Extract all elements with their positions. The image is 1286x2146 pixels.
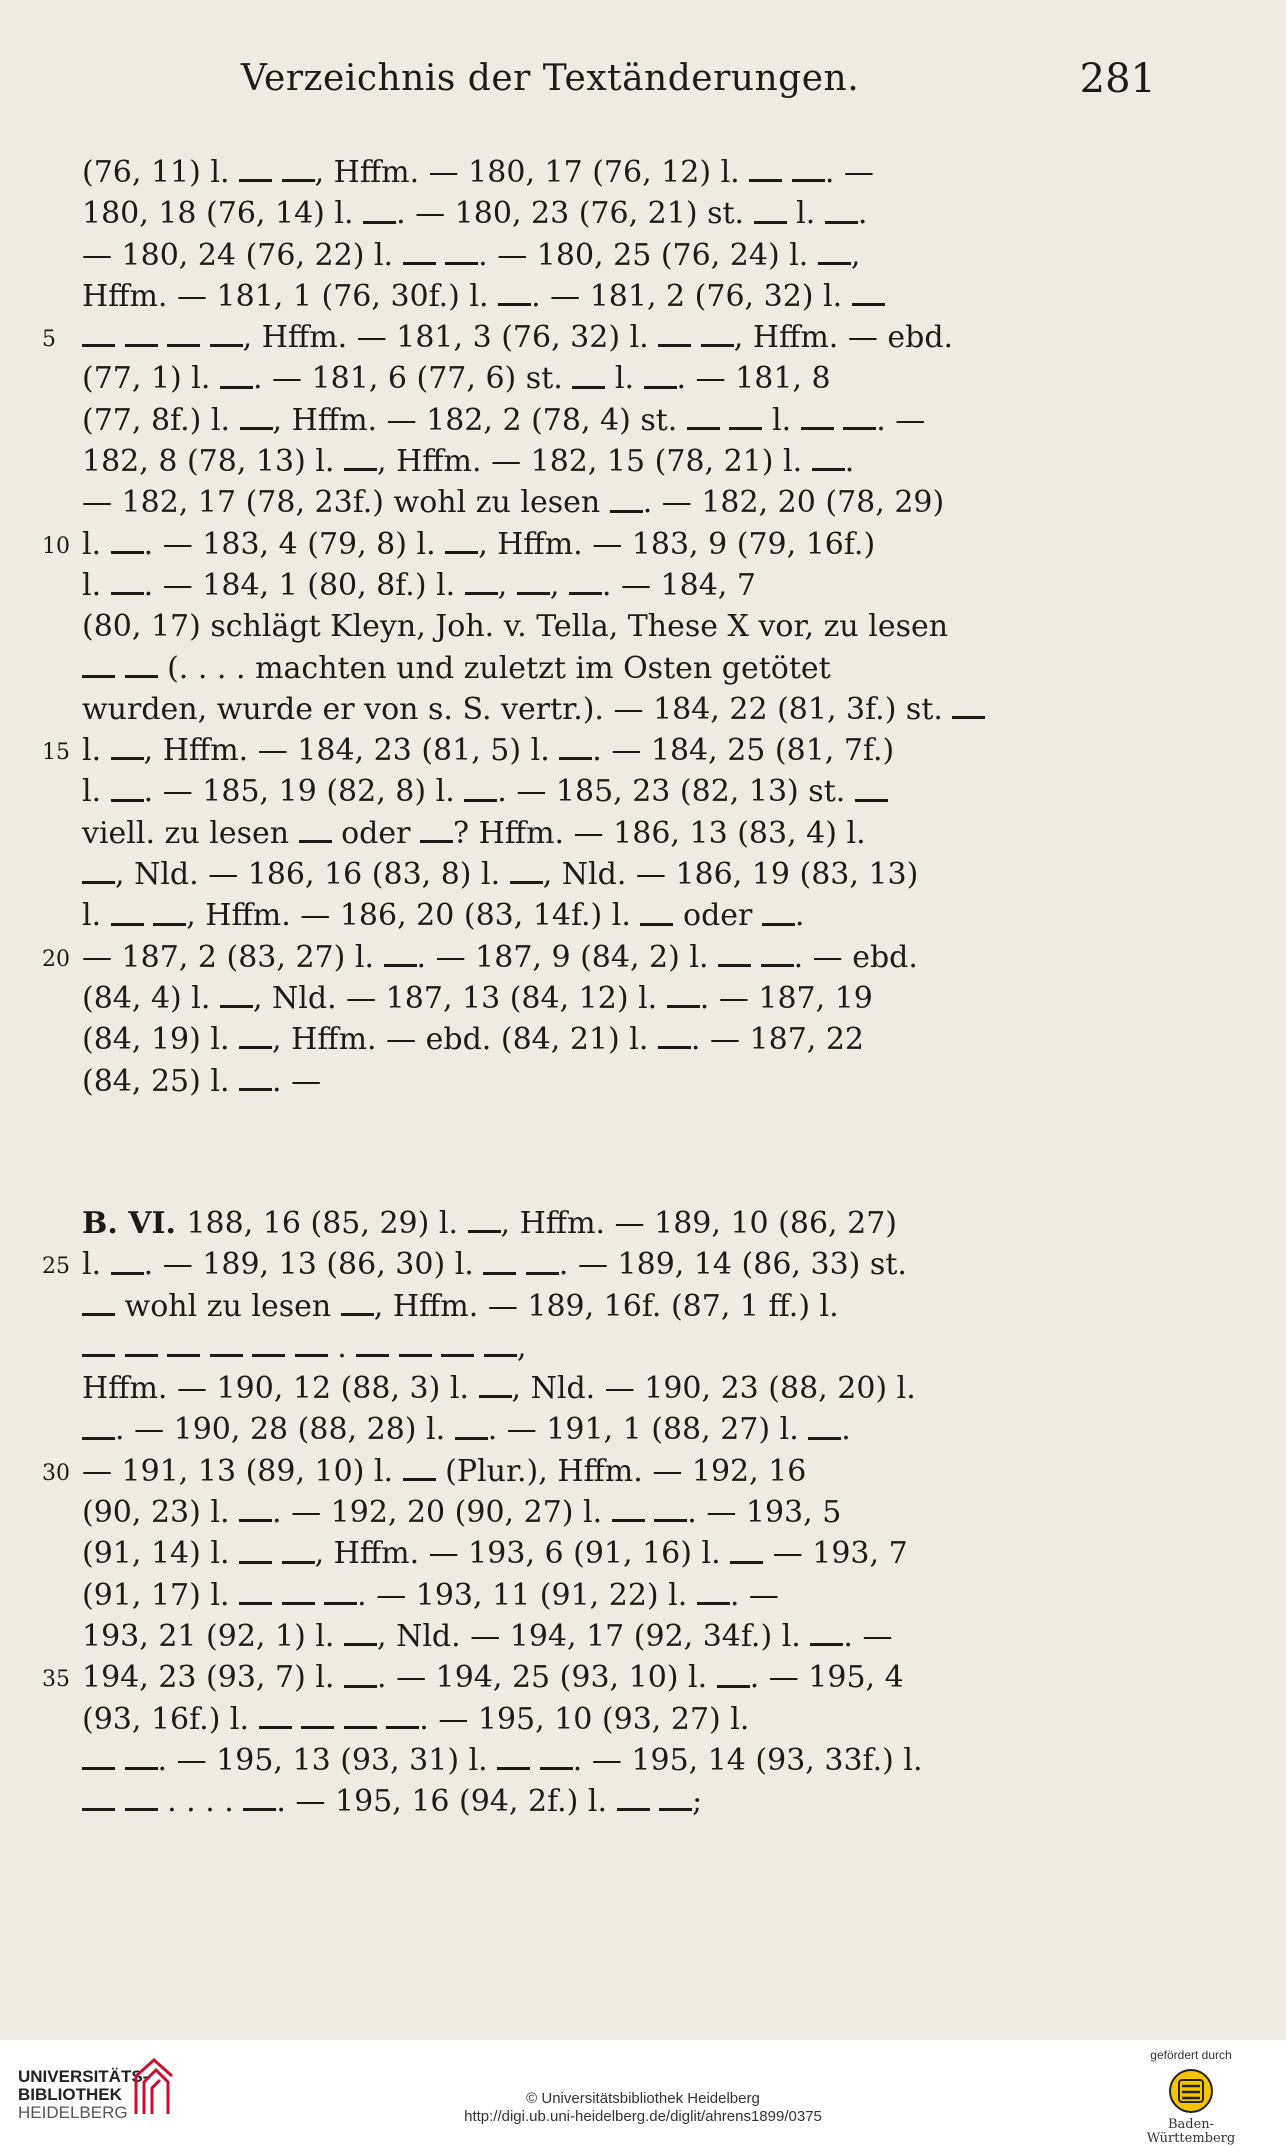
syriac-word	[464, 785, 497, 802]
line-text: l. . — 183, 4 (79, 8) l. , Hffm. — 183, 9 (79, 16f.)	[82, 526, 876, 562]
syriac-word	[510, 868, 543, 885]
sponsor-block	[1126, 2048, 1256, 2146]
copyright-notice	[0, 2090, 1286, 2126]
library-logo-line-2: BIBLIOTHEK	[18, 2085, 122, 2104]
line-text: l. , Hffm. — 186, 20 (83, 14f.) l. oder .	[82, 898, 805, 934]
text-line	[82, 606, 1147, 647]
line-text: wohl zu lesen , Hffm. — 189, 16f. (87, 1 ff.) l.	[82, 1289, 839, 1324]
line-text: (90, 23) l. . — 192, 20 (90, 27) l. . — 193, 5	[82, 1495, 842, 1531]
line-text: 188, 16 (85, 29) l. , Hffm. — 189, 10 (86, 27)	[186, 1206, 898, 1241]
text-line	[82, 1409, 1147, 1450]
line-text: (93, 16f.) l. . — 195, 10 (93, 27) l.	[82, 1701, 750, 1737]
syriac-word	[730, 1547, 763, 1564]
syriac-word	[654, 1506, 687, 1523]
text-line	[42, 1244, 1147, 1285]
text-line	[82, 1061, 1147, 1102]
line-text: l. . — 185, 19 (82, 8) l. . — 185, 23 (82, 13) st.	[82, 774, 888, 809]
line-text: , Nld. — 186, 16 (83, 8) l. , Nld. — 186, 19 (83, 13)	[82, 857, 918, 892]
text-line	[82, 1368, 1147, 1409]
text-line	[42, 524, 1147, 565]
syriac-word	[640, 909, 673, 926]
syriac-word	[465, 579, 498, 596]
syriac-word	[825, 207, 858, 224]
syriac-word	[344, 1671, 377, 1688]
text-line	[82, 978, 1147, 1019]
text-line	[42, 937, 1147, 978]
syriac-word	[125, 1341, 158, 1358]
line-text: . . . . . — 195, 16 (94, 2f.) l. ;	[82, 1784, 702, 1819]
syriac-word	[952, 703, 985, 720]
line-text: . — 190, 28 (88, 28) l. . — 191, 1 (88, 27) l. .	[82, 1412, 851, 1447]
syriac-word	[572, 372, 605, 389]
text-line	[42, 317, 1147, 358]
syriac-word	[363, 207, 396, 224]
text-line	[82, 1019, 1147, 1060]
line-text: — 191, 13 (89, 10) l. (Plur.), Hffm. — 192, 16	[82, 1453, 807, 1489]
syriac-word	[82, 1795, 115, 1812]
line-text: wurden, wurde er von s. S. vertr.). — 184, 22 (81, 3f.) st.	[82, 692, 985, 727]
syriac-word	[810, 1630, 843, 1647]
syriac-word	[239, 1074, 272, 1091]
syriac-word	[167, 331, 200, 348]
text-line	[42, 1657, 1147, 1698]
syriac-word	[687, 414, 720, 431]
text-line	[82, 1533, 1147, 1574]
syriac-word	[701, 331, 734, 348]
section-heading: B. VI.	[82, 1206, 187, 1241]
syriac-word	[559, 744, 592, 761]
text-line	[82, 895, 1147, 936]
text-line	[42, 730, 1147, 771]
syriac-word	[468, 1217, 501, 1234]
syriac-word	[82, 1341, 115, 1358]
text-line	[82, 276, 1147, 317]
syriac-word	[153, 909, 186, 926]
syriac-word	[111, 1258, 144, 1275]
text-line	[82, 1699, 1147, 1740]
line-text: (84, 25) l. . —	[82, 1063, 322, 1099]
syriac-word	[344, 455, 377, 472]
syriac-word	[82, 868, 115, 885]
text-line	[82, 441, 1147, 482]
text-line	[82, 482, 1147, 523]
library-logo-line-3: HEIDELBERG	[18, 2103, 128, 2122]
syriac-word	[344, 1630, 377, 1647]
syriac-word	[644, 372, 677, 389]
syriac-word	[526, 1258, 559, 1275]
corrections-list-part-2	[42, 1203, 1147, 1822]
line-text: (76, 11) l. , Hffm. — 180, 17 (76, 12) l. . —	[82, 155, 874, 190]
text-line	[82, 235, 1147, 276]
syriac-word	[125, 661, 158, 678]
syriac-word	[82, 1423, 115, 1440]
text-line	[82, 1740, 1147, 1781]
syriac-word	[667, 992, 700, 1009]
syriac-word	[808, 1423, 841, 1440]
syriac-word	[818, 248, 851, 265]
syriac-word	[239, 1547, 272, 1564]
permalink-url[interactable]: http://digi.ub.uni-heidelberg.de/diglit/ahrens1899/0375	[464, 2108, 822, 2125]
line-number: 35	[42, 1667, 70, 1693]
syriac-word	[301, 1712, 334, 1729]
line-number: 15	[42, 740, 70, 766]
line-text: l. . — 184, 1 (80, 8f.) l. , , . — 184, 7	[82, 567, 756, 603]
text-line	[82, 813, 1147, 854]
syriac-word	[259, 1712, 292, 1729]
syriac-word	[659, 1795, 692, 1812]
syriac-word	[852, 290, 885, 307]
syriac-word	[812, 455, 845, 472]
state-crest-icon	[1168, 2068, 1214, 2114]
syriac-word	[484, 1341, 517, 1358]
line-number: 30	[42, 1460, 70, 1486]
line-text: (77, 1) l. . — 181, 6 (77, 6) st. l. . — 181, 8	[82, 361, 831, 397]
syriac-word	[498, 290, 531, 307]
library-logo-line-1: UNIVERSITÄTS-	[18, 2067, 149, 2086]
digitization-footer	[0, 2040, 1286, 2146]
syriac-word	[125, 331, 158, 348]
syriac-word	[517, 579, 550, 596]
syriac-word	[210, 1341, 243, 1358]
line-text: 194, 23 (93, 7) l. . — 194, 25 (93, 10) l. . — 195, 4	[82, 1660, 904, 1696]
syriac-word	[125, 1754, 158, 1771]
text-line	[82, 1286, 1147, 1327]
syriac-word	[282, 1588, 315, 1605]
syriac-word	[569, 579, 602, 596]
line-text: — 180, 24 (76, 22) l. . — 180, 25 (76, 24) l. ,	[82, 237, 861, 273]
syriac-word	[111, 579, 144, 596]
syriac-word	[399, 1341, 432, 1358]
text-line	[82, 1616, 1147, 1657]
syriac-word	[295, 1341, 328, 1358]
line-text: Hffm. — 190, 12 (88, 3) l. , Nld. — 190, 23 (88, 20) l.	[82, 1371, 916, 1407]
syriac-word	[754, 207, 787, 224]
text-line	[42, 1451, 1147, 1492]
syriac-word	[612, 1506, 645, 1523]
line-text: l. , Hffm. — 184, 23 (81, 5) l. . — 184, 25 (81, 7f.)	[82, 733, 895, 769]
syriac-word	[855, 785, 888, 802]
line-text: (91, 14) l. , Hffm. — 193, 6 (91, 16) l. — 193, 7	[82, 1536, 908, 1572]
syriac-word	[239, 166, 272, 183]
sponsor-name: Baden-Württemberg	[1146, 2117, 1236, 2146]
text-line	[82, 358, 1147, 399]
text-line	[82, 771, 1147, 812]
text-line	[82, 648, 1147, 689]
line-text: 182, 8 (78, 13) l. , Hffm. — 182, 15 (78, 21) l. .	[82, 444, 855, 480]
syriac-word	[111, 909, 144, 926]
syriac-word	[356, 1341, 389, 1358]
syriac-word	[697, 1588, 730, 1605]
line-text: , Hffm. — 181, 3 (76, 32) l. , Hffm. — ebd.	[82, 320, 953, 355]
syriac-word	[324, 1588, 357, 1605]
line-text: Hffm. — 181, 1 (76, 30f.) l. . — 181, 2 (76, 32) l.	[82, 279, 885, 314]
syriac-word	[341, 1299, 374, 1316]
text-line	[82, 1781, 1147, 1822]
syriac-word	[344, 1712, 377, 1729]
syriac-word	[617, 1795, 650, 1812]
line-text: (80, 17) schlägt Kleyn, Joh. v. Tella, These X vor, zu lesen	[82, 609, 949, 645]
line-text: 180, 18 (76, 14) l. . — 180, 23 (76, 21) st. l. .	[82, 196, 868, 232]
syriac-word	[167, 1341, 200, 1358]
syriac-word	[445, 537, 478, 554]
syriac-word	[82, 331, 115, 348]
line-text: viell. zu lesen oder ? Hffm. — 186, 13 (83, 4) l.	[82, 815, 866, 851]
line-number: 5	[42, 327, 56, 353]
syriac-word	[111, 537, 144, 554]
syriac-word	[386, 1712, 419, 1729]
syriac-word	[729, 414, 762, 431]
text-line	[82, 193, 1147, 234]
syriac-word	[82, 1299, 115, 1316]
syriac-word	[483, 1258, 516, 1275]
line-number: 25	[42, 1254, 70, 1280]
syriac-word	[403, 1465, 436, 1482]
line-text: 193, 21 (92, 1) l. , Nld. — 194, 17 (92, 34f.) l. . —	[82, 1618, 893, 1654]
syriac-word	[717, 1671, 750, 1688]
text-line	[82, 1492, 1147, 1533]
line-text: — 187, 2 (83, 27) l. . — 187, 9 (84, 2) l. . — ebd.	[82, 939, 918, 975]
line-text: . ,	[82, 1330, 527, 1365]
syriac-word	[441, 1341, 474, 1358]
syriac-word	[239, 1588, 272, 1605]
syriac-word	[479, 1382, 512, 1399]
syriac-word	[239, 1033, 272, 1050]
line-number: 20	[42, 946, 70, 972]
syriac-word	[801, 414, 834, 431]
text-line	[82, 854, 1147, 895]
syriac-word	[497, 1754, 530, 1771]
syriac-word	[420, 827, 453, 844]
syriac-word	[220, 992, 253, 1009]
syriac-word	[455, 1423, 488, 1440]
syriac-word	[125, 1795, 158, 1812]
syriac-word	[843, 414, 876, 431]
line-text: (84, 4) l. , Nld. — 187, 13 (84, 12) l. . — 187, 19	[82, 980, 873, 1016]
syriac-word	[610, 496, 643, 513]
line-number: 10	[42, 533, 70, 559]
line-text: — 182, 17 (78, 23f.) wohl zu lesen . — 182, 20 (78, 29)	[82, 485, 945, 521]
text-line	[82, 689, 1147, 730]
syriac-word	[111, 744, 144, 761]
syriac-word	[658, 331, 691, 348]
page-number: 281	[1079, 56, 1156, 102]
syriac-word	[445, 248, 478, 265]
syriac-word	[540, 1754, 573, 1771]
text-line	[82, 1575, 1147, 1616]
running-header-title: Verzeichnis der Textänderungen.	[240, 58, 860, 99]
syriac-word	[252, 1341, 285, 1358]
syriac-word	[384, 950, 417, 967]
syriac-word	[299, 827, 332, 844]
syriac-word	[282, 166, 315, 183]
text-line	[82, 1203, 1147, 1244]
syriac-word	[718, 950, 751, 967]
syriac-word	[240, 414, 273, 431]
line-text: l. . — 189, 13 (86, 30) l. . — 189, 14 (86, 33) st.	[82, 1247, 907, 1283]
syriac-word	[239, 1506, 272, 1523]
syriac-word	[111, 785, 144, 802]
syriac-word	[243, 1795, 276, 1812]
syriac-word	[749, 166, 782, 183]
line-text: (. . . . machten und zuletzt im Osten getötet	[82, 651, 831, 686]
syriac-word	[82, 1754, 115, 1771]
line-text: (77, 8f.) l. , Hffm. — 182, 2 (78, 4) st. l. . —	[82, 402, 926, 438]
corrections-list-part-1	[42, 152, 1147, 1102]
syriac-word	[210, 331, 243, 348]
copyright-text: © Universitätsbibliothek Heidelberg	[526, 2090, 760, 2107]
syriac-word	[282, 1547, 315, 1564]
syriac-word	[792, 166, 825, 183]
line-text: (84, 19) l. , Hffm. — ebd. (84, 21) l. . — 187, 22	[82, 1022, 865, 1058]
line-text: . — 195, 13 (93, 31) l. . — 195, 14 (93, 33f.) l.	[82, 1743, 923, 1778]
sponsor-label: gefördert durch	[1150, 2048, 1232, 2062]
syriac-word	[658, 1033, 691, 1050]
line-text: (91, 17) l. . — 193, 11 (91, 22) l. . —	[82, 1577, 779, 1613]
text-line	[82, 1327, 1147, 1368]
syriac-word	[82, 661, 115, 678]
syriac-word	[220, 372, 253, 389]
text-line	[82, 400, 1147, 441]
syriac-word	[762, 909, 795, 926]
text-line	[82, 152, 1147, 193]
text-line	[82, 565, 1147, 606]
syriac-word	[403, 248, 436, 265]
syriac-word	[761, 950, 794, 967]
